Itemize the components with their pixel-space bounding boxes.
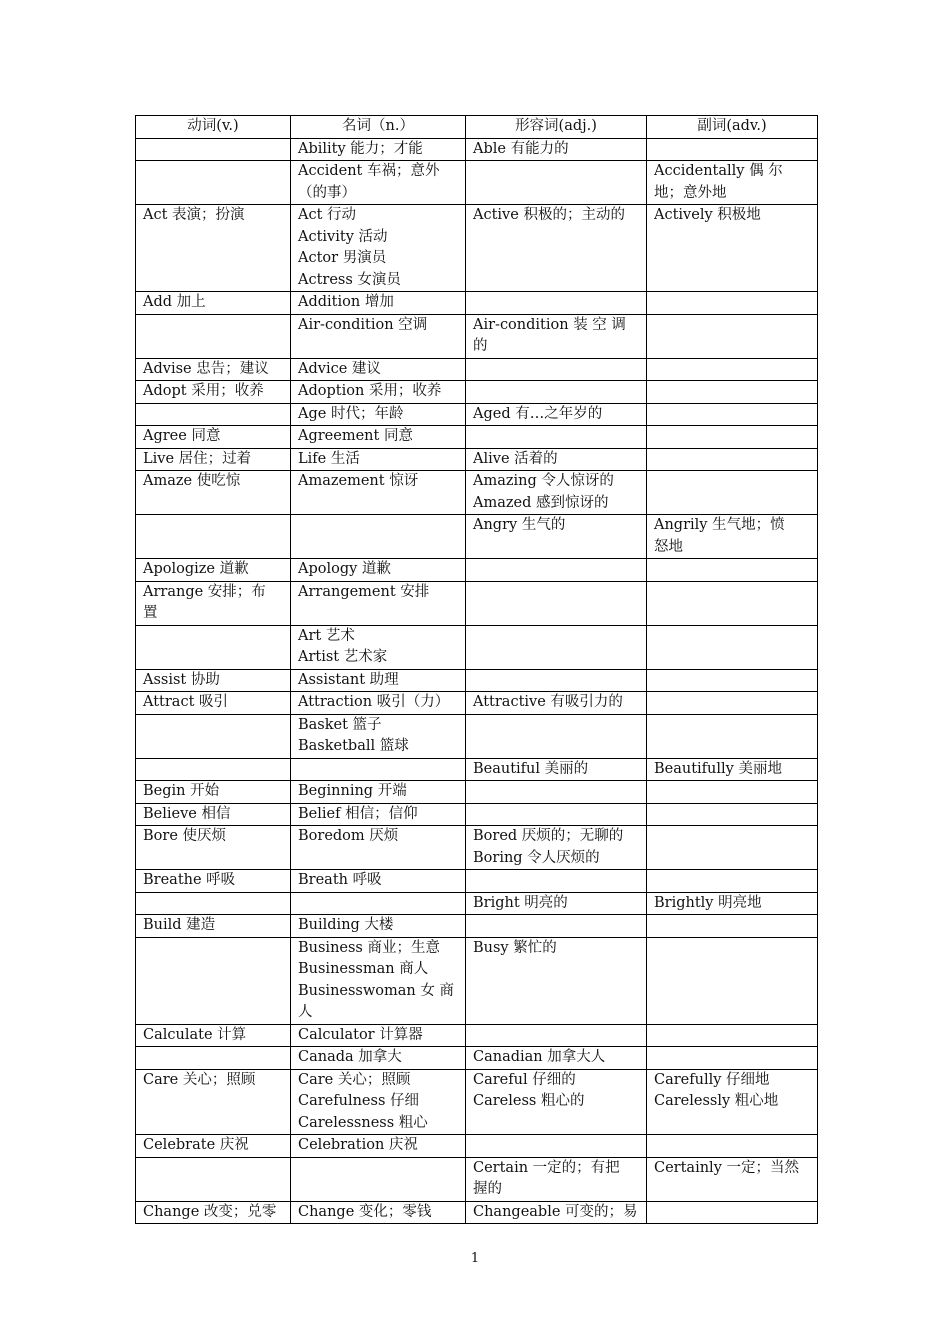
cell-line: Amazed 感到惊讶的 bbox=[473, 494, 609, 511]
noun-cell bbox=[291, 426, 466, 449]
adverb-cell bbox=[647, 714, 818, 758]
adverb-cell bbox=[647, 669, 818, 692]
vocabulary-body bbox=[136, 138, 818, 1224]
cell-line: Carefully 仔细地 bbox=[654, 1071, 770, 1088]
verb-cell bbox=[136, 1157, 291, 1201]
noun-cell bbox=[291, 692, 466, 715]
cell-line: Care 关心；照顾 bbox=[298, 1071, 411, 1088]
noun-cell bbox=[291, 138, 466, 161]
cell-line: Celebrate 庆祝 bbox=[143, 1137, 249, 1153]
cell-line: 人 bbox=[298, 1004, 313, 1020]
adjective-cell bbox=[466, 1157, 647, 1201]
adverb-cell bbox=[647, 1024, 818, 1047]
noun-cell bbox=[291, 937, 466, 1024]
cell-line: Accidentally 偶 尔 bbox=[654, 163, 783, 179]
verb-cell bbox=[136, 403, 291, 426]
cell-line: Basket 篮子 bbox=[298, 716, 382, 733]
cell-line: Breath 呼吸 bbox=[298, 872, 382, 888]
table-row bbox=[136, 937, 818, 1024]
cell-line: Advise 忠告；建议 bbox=[143, 360, 269, 377]
cell-line: Arrangement 安排 bbox=[298, 583, 430, 600]
adjective-cell bbox=[466, 138, 647, 161]
cell-line: Businesswoman 女 商 bbox=[298, 982, 454, 999]
cell-line: Angrily 生气地；愤 bbox=[654, 517, 785, 533]
table-row bbox=[136, 559, 818, 582]
noun-cell bbox=[291, 1047, 466, 1070]
adjective-cell bbox=[466, 781, 647, 804]
verb-cell bbox=[136, 870, 291, 893]
table-row bbox=[136, 915, 818, 938]
cell-line: Change 改变；兑零 bbox=[143, 1203, 277, 1220]
adverb-cell bbox=[647, 892, 818, 915]
table-row bbox=[136, 758, 818, 781]
table-row bbox=[136, 314, 818, 358]
vocabulary-table bbox=[135, 115, 818, 1224]
cell-line: Businessman 商人 bbox=[298, 961, 429, 977]
noun-cell bbox=[291, 381, 466, 404]
adverb-cell bbox=[647, 1069, 818, 1135]
adjective-cell bbox=[466, 358, 647, 381]
adjective-cell bbox=[466, 559, 647, 582]
verb-cell bbox=[136, 625, 291, 669]
verb-cell bbox=[136, 1135, 291, 1158]
cell-line: Adopt 采用；收养 bbox=[143, 383, 264, 399]
verb-cell bbox=[136, 358, 291, 381]
header-adverb: 副词(adv.) bbox=[647, 116, 818, 139]
cell-line: Brightly 明亮地 bbox=[654, 894, 762, 911]
cell-line: Changeable 可变的；易 bbox=[473, 1203, 638, 1220]
adjective-cell bbox=[466, 1135, 647, 1158]
verb-cell bbox=[136, 1069, 291, 1135]
cell-line: Angry 生气的 bbox=[473, 517, 566, 533]
header-noun: 名词（n.） bbox=[291, 116, 466, 139]
cell-line: 怒地 bbox=[654, 538, 683, 555]
cell-line: Agree 同意 bbox=[143, 428, 221, 444]
cell-line: Belief 相信；信仰 bbox=[298, 805, 418, 822]
adverb-cell bbox=[647, 403, 818, 426]
noun-cell bbox=[291, 1069, 466, 1135]
adverb-cell bbox=[647, 625, 818, 669]
table-row bbox=[136, 138, 818, 161]
noun-cell bbox=[291, 205, 466, 292]
adjective-cell bbox=[466, 892, 647, 915]
adverb-cell bbox=[647, 161, 818, 205]
table-row bbox=[136, 448, 818, 471]
verb-cell bbox=[136, 915, 291, 938]
noun-cell bbox=[291, 870, 466, 893]
verb-cell bbox=[136, 1024, 291, 1047]
verb-cell bbox=[136, 559, 291, 582]
cell-line: Able 有能力的 bbox=[473, 140, 569, 157]
table-row bbox=[136, 161, 818, 205]
cell-line: Certain 一定的；有把 bbox=[473, 1159, 620, 1176]
adverb-cell bbox=[647, 515, 818, 559]
verb-cell bbox=[136, 669, 291, 692]
verb-cell bbox=[136, 161, 291, 205]
cell-line: Ability 能力；才能 bbox=[298, 140, 423, 157]
adverb-cell bbox=[647, 692, 818, 715]
cell-line: Build 建造 bbox=[143, 917, 216, 933]
cell-line: Air-condition 装 空 调 bbox=[473, 316, 626, 333]
noun-cell bbox=[291, 403, 466, 426]
adjective-cell bbox=[466, 1069, 647, 1135]
cell-line: Boredom 厌烦 bbox=[298, 828, 399, 844]
adverb-cell bbox=[647, 205, 818, 292]
verb-cell bbox=[136, 781, 291, 804]
cell-line: Agreement 同意 bbox=[298, 428, 413, 444]
cell-line: Begin 开始 bbox=[143, 783, 220, 799]
table-row bbox=[136, 803, 818, 826]
cell-line: Calculator 计算器 bbox=[298, 1026, 423, 1043]
table-row bbox=[136, 1201, 818, 1224]
cell-line: Canadian 加拿大人 bbox=[473, 1049, 606, 1065]
noun-cell bbox=[291, 625, 466, 669]
table-row bbox=[136, 426, 818, 449]
cell-line: Actively 积极地 bbox=[654, 207, 761, 223]
cell-line: （的事） bbox=[298, 184, 356, 201]
adverb-cell bbox=[647, 826, 818, 870]
cell-line: 握的 bbox=[473, 1181, 502, 1197]
header-verb: 动词(v.) bbox=[136, 116, 291, 139]
verb-cell bbox=[136, 758, 291, 781]
cell-line: Arrange 安排；布 bbox=[143, 583, 266, 600]
cell-line: Act 行动 bbox=[298, 207, 357, 223]
noun-cell bbox=[291, 358, 466, 381]
adverb-cell bbox=[647, 937, 818, 1024]
verb-cell bbox=[136, 1201, 291, 1224]
cell-line: Age 时代；年龄 bbox=[298, 405, 404, 422]
cell-line: Beautiful 美丽的 bbox=[473, 760, 589, 777]
cell-line: Bright 明亮的 bbox=[473, 894, 568, 911]
cell-line: Adoption 采用；收养 bbox=[298, 383, 442, 399]
table-row bbox=[136, 1157, 818, 1201]
noun-cell bbox=[291, 892, 466, 915]
verb-cell bbox=[136, 937, 291, 1024]
adjective-cell bbox=[466, 403, 647, 426]
adverb-cell bbox=[647, 314, 818, 358]
table-row bbox=[136, 669, 818, 692]
adjective-cell bbox=[466, 448, 647, 471]
page-number: 1 bbox=[470, 1251, 480, 1266]
adverb-cell bbox=[647, 358, 818, 381]
noun-cell bbox=[291, 1201, 466, 1224]
table-row bbox=[136, 625, 818, 669]
noun-cell bbox=[291, 1157, 466, 1201]
verb-cell bbox=[136, 426, 291, 449]
adjective-cell bbox=[466, 515, 647, 559]
cell-line: Active 积极的；主动的 bbox=[473, 207, 625, 223]
adverb-cell bbox=[647, 1047, 818, 1070]
cell-line: Bored 厌烦的；无聊的 bbox=[473, 828, 624, 844]
adjective-cell bbox=[466, 471, 647, 515]
cell-line: 置 bbox=[143, 605, 158, 621]
cell-line: Assist 协助 bbox=[143, 671, 220, 688]
adverb-cell bbox=[647, 1157, 818, 1201]
cell-line: Amaze 使吃惊 bbox=[143, 473, 241, 489]
cell-line: Carelessly 粗心地 bbox=[654, 1093, 779, 1109]
verb-cell bbox=[136, 515, 291, 559]
adverb-cell bbox=[647, 559, 818, 582]
cell-line: Art 艺术 bbox=[298, 627, 355, 644]
adjective-cell bbox=[466, 426, 647, 449]
cell-line: Busy 繁忙的 bbox=[473, 939, 557, 956]
cell-line: Air-condition 空调 bbox=[298, 316, 428, 333]
adverb-cell bbox=[647, 448, 818, 471]
table-row bbox=[136, 714, 818, 758]
cell-line: Celebration 庆祝 bbox=[298, 1137, 418, 1153]
table-row bbox=[136, 292, 818, 315]
cell-line: Careful 仔细的 bbox=[473, 1071, 576, 1088]
verb-cell bbox=[136, 314, 291, 358]
adverb-cell bbox=[647, 758, 818, 781]
cell-line: Amazing 令人惊讶的 bbox=[473, 473, 614, 489]
cell-line: Carefulness 仔细 bbox=[298, 1093, 420, 1109]
adjective-cell bbox=[466, 915, 647, 938]
adverb-cell bbox=[647, 803, 818, 826]
cell-line: Add 加上 bbox=[143, 294, 206, 310]
table-row bbox=[136, 692, 818, 715]
verb-cell bbox=[136, 292, 291, 315]
adjective-cell bbox=[466, 314, 647, 358]
noun-cell bbox=[291, 471, 466, 515]
table-row bbox=[136, 826, 818, 870]
verb-cell bbox=[136, 205, 291, 292]
adjective-cell bbox=[466, 803, 647, 826]
noun-cell bbox=[291, 161, 466, 205]
table-row bbox=[136, 403, 818, 426]
cell-line: Artist 艺术家 bbox=[298, 649, 388, 665]
noun-cell bbox=[291, 448, 466, 471]
cell-line: Carelessness 粗心 bbox=[298, 1114, 428, 1131]
cell-line: Boring 令人厌烦的 bbox=[473, 849, 600, 866]
table-row bbox=[136, 515, 818, 559]
cell-line: Careless 粗心的 bbox=[473, 1093, 585, 1109]
noun-cell bbox=[291, 758, 466, 781]
table-row bbox=[136, 205, 818, 292]
adjective-cell bbox=[466, 937, 647, 1024]
cell-line: Advice 建议 bbox=[298, 360, 381, 377]
cell-line: Change 变化；零钱 bbox=[298, 1203, 432, 1220]
cell-line: Assistant 助理 bbox=[298, 671, 399, 688]
cell-line: 的 bbox=[473, 338, 488, 354]
adverb-cell bbox=[647, 1135, 818, 1158]
table-row bbox=[136, 870, 818, 893]
cell-line: Alive 活着的 bbox=[473, 450, 558, 467]
cell-line: Basketball 篮球 bbox=[298, 738, 409, 754]
adjective-cell bbox=[466, 581, 647, 625]
adjective-cell bbox=[466, 758, 647, 781]
adjective-cell bbox=[466, 714, 647, 758]
adverb-cell bbox=[647, 426, 818, 449]
cell-line: 地；意外地 bbox=[654, 184, 727, 201]
cell-line: Addition 增加 bbox=[298, 294, 394, 310]
cell-line: Apology 道歉 bbox=[298, 561, 391, 577]
noun-cell bbox=[291, 515, 466, 559]
adjective-cell bbox=[466, 1047, 647, 1070]
header-adjective: 形容词(adj.) bbox=[466, 116, 647, 139]
cell-line: Actor 男演员 bbox=[298, 250, 387, 266]
verb-cell bbox=[136, 892, 291, 915]
table-row bbox=[136, 892, 818, 915]
adverb-cell bbox=[647, 1201, 818, 1224]
noun-cell bbox=[291, 781, 466, 804]
cell-line: Believe 相信 bbox=[143, 805, 231, 822]
noun-cell bbox=[291, 292, 466, 315]
cell-line: Attraction 吸引（力） bbox=[298, 694, 450, 710]
adverb-cell bbox=[647, 870, 818, 893]
noun-cell bbox=[291, 803, 466, 826]
verb-cell bbox=[136, 381, 291, 404]
cell-line: Beginning 开端 bbox=[298, 783, 407, 799]
adverb-cell bbox=[647, 781, 818, 804]
adverb-cell bbox=[647, 581, 818, 625]
adjective-cell bbox=[466, 625, 647, 669]
noun-cell bbox=[291, 915, 466, 938]
verb-cell bbox=[136, 581, 291, 625]
table-row bbox=[136, 1047, 818, 1070]
cell-line: Aged 有…之年岁的 bbox=[473, 405, 603, 422]
adverb-cell bbox=[647, 292, 818, 315]
table-row bbox=[136, 1024, 818, 1047]
table-row bbox=[136, 1069, 818, 1135]
noun-cell bbox=[291, 559, 466, 582]
cell-line: Certainly 一定；当然 bbox=[654, 1159, 799, 1176]
cell-line: Canada 加拿大 bbox=[298, 1049, 402, 1065]
verb-cell bbox=[136, 826, 291, 870]
cell-line: Live 居住；过着 bbox=[143, 450, 252, 467]
cell-line: Building 大楼 bbox=[298, 917, 394, 933]
adverb-cell bbox=[647, 471, 818, 515]
cell-line: Accident 车祸；意外 bbox=[298, 163, 440, 179]
noun-cell bbox=[291, 314, 466, 358]
verb-cell bbox=[136, 714, 291, 758]
noun-cell bbox=[291, 826, 466, 870]
adjective-cell bbox=[466, 381, 647, 404]
adjective-cell bbox=[466, 870, 647, 893]
cell-line: Activity 活动 bbox=[298, 228, 388, 245]
adjective-cell bbox=[466, 669, 647, 692]
table-row bbox=[136, 781, 818, 804]
noun-cell bbox=[291, 581, 466, 625]
verb-cell bbox=[136, 448, 291, 471]
adjective-cell bbox=[466, 161, 647, 205]
cell-line: Actress 女演员 bbox=[298, 271, 401, 288]
table-row bbox=[136, 381, 818, 404]
adjective-cell bbox=[466, 292, 647, 315]
cell-line: Bore 使厌烦 bbox=[143, 828, 227, 844]
adjective-cell bbox=[466, 1024, 647, 1047]
adjective-cell bbox=[466, 826, 647, 870]
cell-line: Breathe 呼吸 bbox=[143, 872, 236, 888]
table-row bbox=[136, 581, 818, 625]
table-row bbox=[136, 1135, 818, 1158]
header-row bbox=[136, 116, 818, 139]
verb-cell bbox=[136, 471, 291, 515]
table-row bbox=[136, 471, 818, 515]
adverb-cell bbox=[647, 381, 818, 404]
verb-cell bbox=[136, 692, 291, 715]
cell-line: Care 关心；照顾 bbox=[143, 1071, 256, 1088]
cell-line: Life 生活 bbox=[298, 450, 360, 467]
cell-line: Attract 吸引 bbox=[143, 694, 229, 710]
verb-cell bbox=[136, 1047, 291, 1070]
noun-cell bbox=[291, 1135, 466, 1158]
adverb-cell bbox=[647, 915, 818, 938]
table-row bbox=[136, 358, 818, 381]
adjective-cell bbox=[466, 692, 647, 715]
cell-line: Business 商业；生意 bbox=[298, 939, 440, 956]
adjective-cell bbox=[466, 1201, 647, 1224]
cell-line: Attractive 有吸引力的 bbox=[473, 694, 623, 710]
cell-line: Beautifully 美丽地 bbox=[654, 760, 782, 777]
verb-cell bbox=[136, 138, 291, 161]
cell-line: Amazement 惊讶 bbox=[298, 473, 419, 489]
noun-cell bbox=[291, 714, 466, 758]
adverb-cell bbox=[647, 138, 818, 161]
cell-line: Calculate 计算 bbox=[143, 1026, 247, 1043]
cell-line: Apologize 道歉 bbox=[143, 561, 249, 577]
adjective-cell bbox=[466, 205, 647, 292]
verb-cell bbox=[136, 803, 291, 826]
cell-line: Act 表演；扮演 bbox=[143, 207, 245, 223]
noun-cell bbox=[291, 669, 466, 692]
noun-cell bbox=[291, 1024, 466, 1047]
